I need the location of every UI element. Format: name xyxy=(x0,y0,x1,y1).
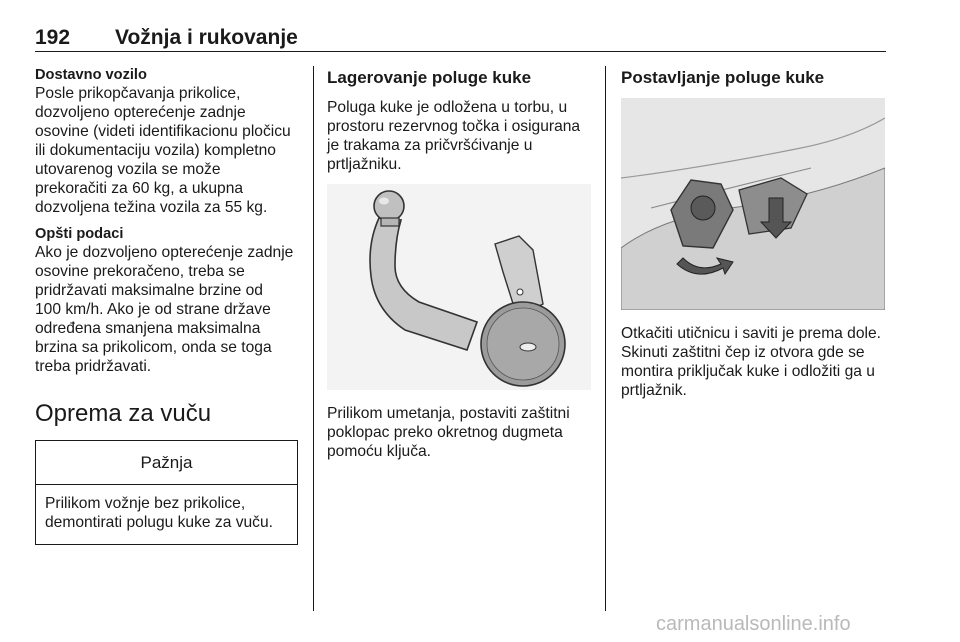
heading-lagerovanje: Lagerovanje poluge kuke xyxy=(327,68,532,87)
column-divider xyxy=(605,66,606,611)
caution-title: Pažnja xyxy=(36,441,297,485)
heading-postavljanje: Postavljanje poluge kuke xyxy=(621,68,825,87)
tow-hook-mount-illustration xyxy=(621,98,885,310)
paragraph-dostavno-vozilo: Posle prikopčavanja prikolice, dozvoljeno opterećenje zadnje osovine (videti identifikacionu pločicu ili dokumentaciju vozila) kompletno utovarenog vozila se može prekoračiti za 60 kg, a ukupna dozvoljena težina vozila za 55 kg. xyxy=(35,85,291,216)
page-header xyxy=(35,26,886,52)
section-title: Oprema za vuču xyxy=(35,400,212,427)
tow-hook-illustration xyxy=(327,184,591,390)
page-number: 192 xyxy=(35,26,71,49)
paragraph-lagerovanje: Poluga kuke je odložena u torbu, u prostoru rezervnog točka i osigurana je trakama za pričvršćivanje u prtljažniku. xyxy=(327,99,581,173)
subheading-dostavno-vozilo: Dostavno vozilo xyxy=(35,67,147,83)
watermark: carmanualsonline.info xyxy=(656,613,851,635)
subheading-opsti-podaci: Opšti podaci xyxy=(35,226,124,242)
column-middle xyxy=(327,66,593,461)
column-divider xyxy=(313,66,314,611)
caution-box xyxy=(35,440,298,545)
paragraph-opsti-podaci: Ako je dozvoljeno opterećenje zadnje osovine prekoračeno, treba se pridržavati maksimalne brzine od 100 km/h. Ako je od strane države određena smanjena maksimalna brzina sa prikolicom, onda se toga treba pridržavati. xyxy=(35,244,294,375)
chapter-title: Vožnja i rukovanje xyxy=(115,26,298,49)
paragraph-postavljanje: Otkačiti utičnicu i saviti je prema dole. Skinuti zaštitni čep iz otvora gde se montira priključak kuke i odložiti ga u prtljažnik. xyxy=(621,325,881,399)
caution-text: Prilikom vožnje bez prikolice, demontirati polugu kuke za vuču. xyxy=(45,495,273,531)
paragraph-umetanje: Prilikom umetanja, postaviti zaštitni poklopac preko okretnog dugmeta pomoću ključa. xyxy=(327,405,570,460)
column-left xyxy=(35,66,301,545)
column-right xyxy=(621,66,889,400)
